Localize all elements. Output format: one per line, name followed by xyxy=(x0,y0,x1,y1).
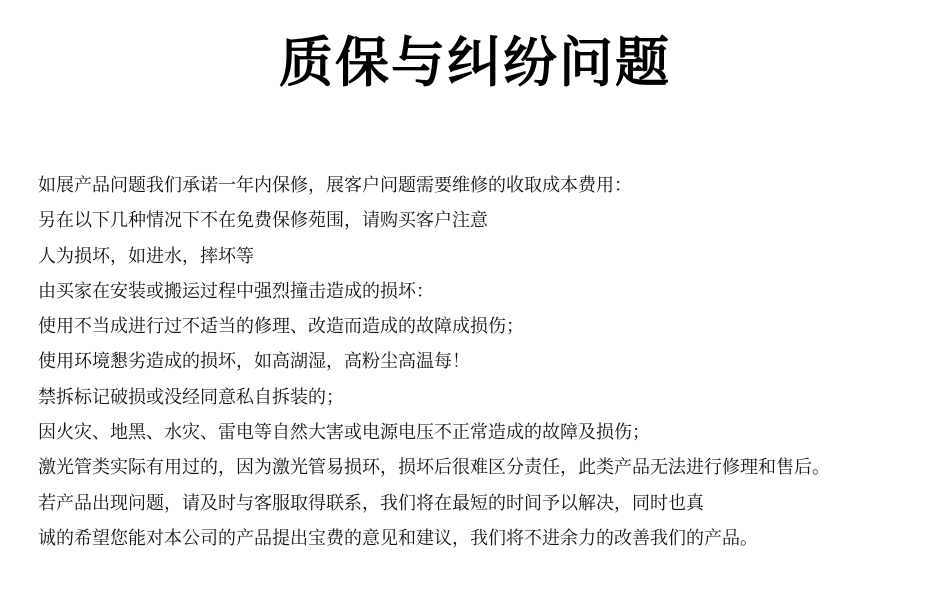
warranty-text-block xyxy=(38,168,938,556)
text-line: 激光管类实际有用过的，因为激光管易损环，损坏后很难区分责任，此类产品无法进行修理和售后。 xyxy=(38,457,830,479)
text-line: 若产品出现问题，请及时与客服取得联系，我们将在最短的时间予以解决，同时也真 xyxy=(38,492,704,514)
text-line: 由买家在安装或搬运过程中强烈撞击造成的损坏： xyxy=(38,280,434,302)
text-line: 人为损坏，如进水，摔坏等 xyxy=(38,245,254,267)
text-line: 使用不当成进行过不适当的修理、改造而造成的故障成损伤； xyxy=(38,316,524,338)
text-line: 禁拆标记破损或没经同意私自拆装的； xyxy=(38,386,344,408)
text-line: 诚的希望您能对本公司的产品提出宝费的意见和建议，我们将不进余力的改善我们的产品。 xyxy=(38,527,758,549)
text-line: 使用环境懇劣造成的损坏，如高湖湿，高粉尘高温每！ xyxy=(38,351,470,373)
text-line: 如展产品问题我们承诺一年内保修，展客户问题需要维修的收取成本费用： xyxy=(38,175,632,196)
page-title: 质保与纠纷问题 xyxy=(279,31,671,94)
text-line: 另在以下几种情况下不在免费保修苑围，请购买客户注意 xyxy=(38,210,488,232)
text-line: 因火灾、地黑、水灾、雷电等自然大害或电源电压不正常造成的故障及损伤； xyxy=(38,422,650,444)
